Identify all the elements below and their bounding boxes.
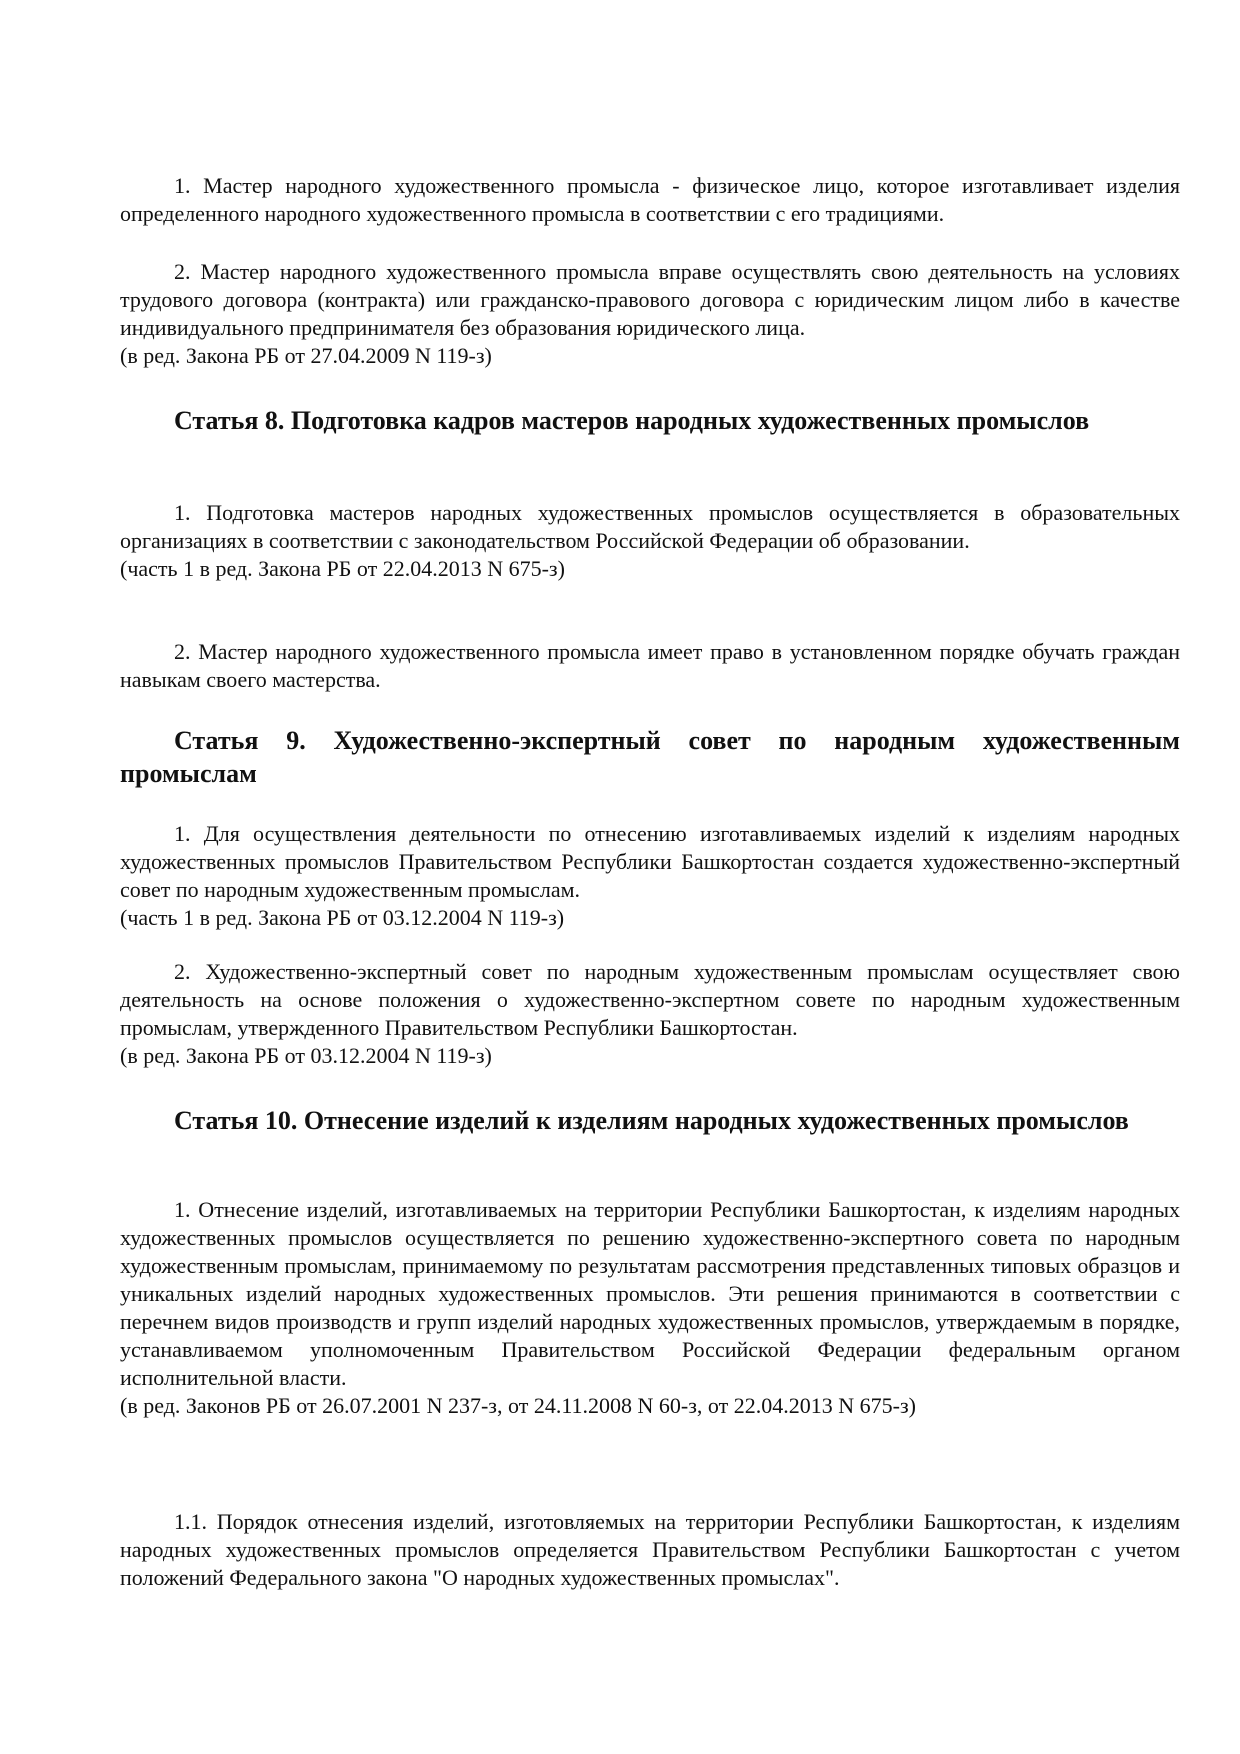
paragraph-text: 1. Отнесение изделий, изготавливаемых на территории Республики Башкортостан, к изделиям народных художественных промыслов осуществляется по решению художественно-экспертного совета по народным художественным промыслам, принимаемому по результатам рассмотрения представленных типовых образцов и уникальных изделий народных художественных промыслов. Эти решения принимаются в соответствии с перечнем видов производств и групп изделий народных художественных промыслов, утверждаемым в порядке, устанавливаемом уполномоченным Правительством Российской Федерации федеральным органом исполнительной власти. [120, 1197, 1180, 1390]
paragraph-text: 2. Мастер народного художественного промысла имеет право в установленном порядке обучать граждан навыкам своего мастерства. [120, 639, 1180, 692]
paragraph-10-1 [120, 1196, 1180, 1420]
paragraph-9-1 [120, 820, 1180, 932]
amendment-note: (в ред. Закона РБ от 27.04.2009 N 119-з) [120, 343, 492, 368]
article-8-heading: Статья 8. Подготовка кадров мастеров народных художественных промыслов [174, 406, 1090, 435]
paragraph-8-1 [120, 499, 1180, 583]
article-9-heading: Статья 9. Художественно-экспертный совет по народным художественным промыслам [120, 726, 1180, 788]
paragraph-9-2 [120, 958, 1180, 1070]
amendment-note: (в ред. Закона РБ от 03.12.2004 N 119-з) [120, 1043, 492, 1068]
paragraph-7-1 [120, 172, 1180, 228]
amendment-note: (в ред. Законов РБ от 26.07.2001 N 237-з, от 24.11.2008 N 60-з, от 22.04.2013 N 675-з) [120, 1393, 916, 1418]
article-10-heading: Статья 10. Отнесение изделий к изделиям народных художественных промыслов [174, 1106, 1129, 1135]
paragraph-text: 2. Мастер народного художественного промысла вправе осуществлять свою деятельность на условиях трудового договора (контракта) или гражданско-правового договора с юридическим лицом либо в качестве индивидуального предпринимателя без образования юридического лица. [120, 259, 1180, 340]
paragraph-text: 1. Подготовка мастеров народных художественных промыслов осуществляется в образовательных организациях в соответствии с законодательством Российской Федерации об образовании. [120, 500, 1180, 553]
paragraph-10-1-1 [120, 1508, 1180, 1592]
paragraph-8-2 [120, 638, 1180, 694]
amendment-note: (часть 1 в ред. Закона РБ от 22.04.2013 N 675-з) [120, 556, 565, 581]
paragraph-7-2 [120, 258, 1180, 370]
paragraph-text: 2. Художественно-экспертный совет по народным художественным промыслам осуществляет свою деятельность на основе положения о художественно-экспертном совете по народным художественным промыслам, утвержденного Правительством Республики Башкортостан. [120, 959, 1180, 1040]
paragraph-text: 1. Для осуществления деятельности по отнесению изготавливаемых изделий к изделиям народных художественных промыслов Правительством Республики Башкортостан создается художественно-экспертный совет по народным художественным промыслам. [120, 821, 1180, 902]
paragraph-text: 1. Мастер народного художественного промысла - физическое лицо, которое изготавливает изделия определенного народного художественного промысла в соответствии с его традициями. [120, 173, 1180, 226]
amendment-note: (часть 1 в ред. Закона РБ от 03.12.2004 N 119-з) [120, 905, 565, 930]
paragraph-text: 1.1. Порядок отнесения изделий, изготовляемых на территории Республики Башкортостан, к изделиям народных художественных промыслов определяется Правительством Республики Башкортостан с учетом положений Федерального закона "О народных художественных промыслах". [120, 1509, 1180, 1590]
